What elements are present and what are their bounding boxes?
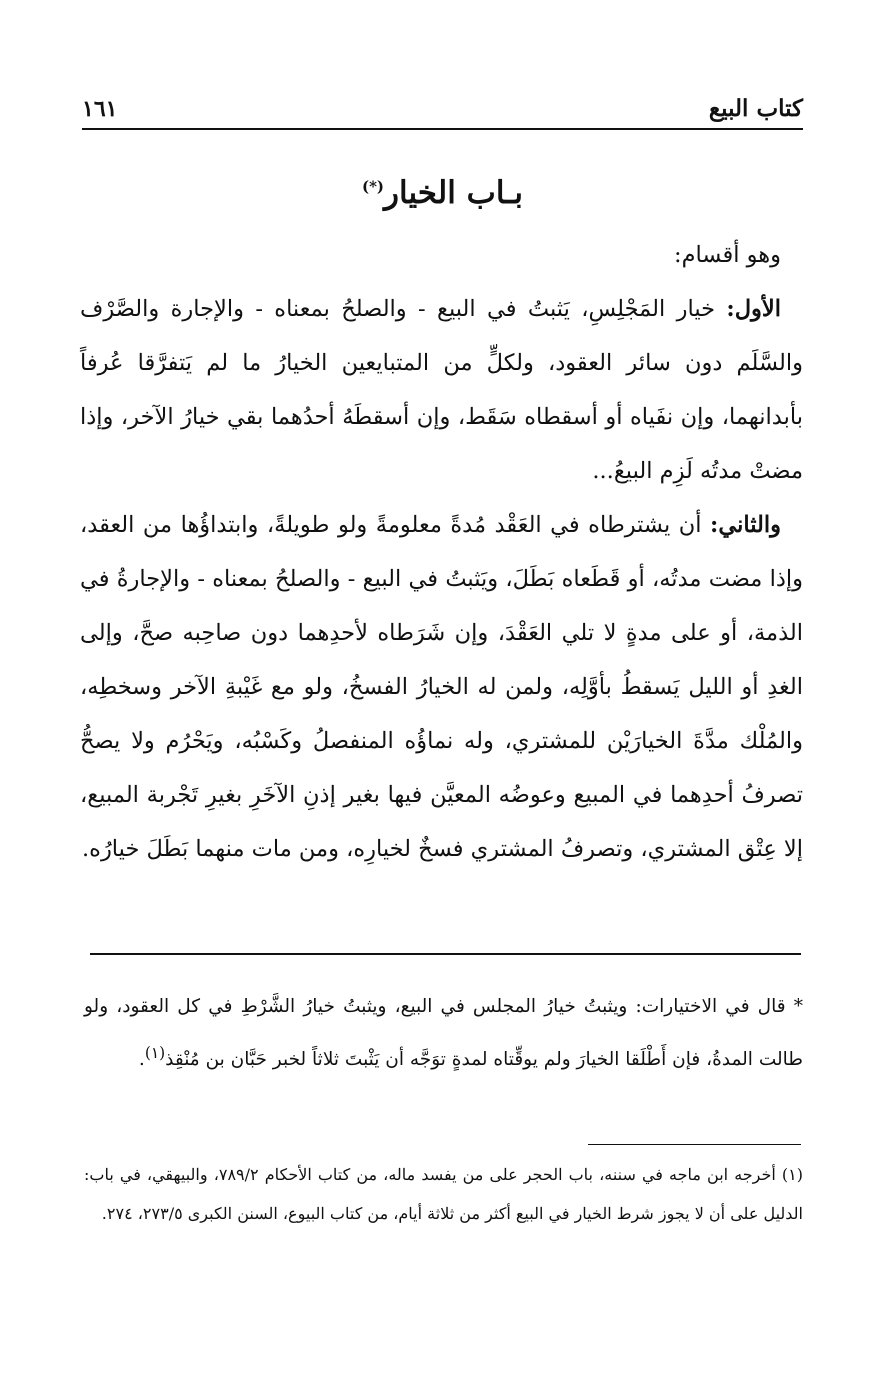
editor-note-marker: (١) (144, 1044, 166, 1062)
intro-line: وهو أقسام: (674, 242, 781, 268)
section-first-lead: الأول: (726, 296, 781, 322)
section-second-lead: والثاني: (710, 512, 781, 538)
note-separator (90, 953, 801, 955)
section-second (80, 498, 803, 876)
main-text (80, 228, 803, 876)
editor-note-text: * قال في الاختيارات: ويثبتُ خيارُ المجلس في البيع، ويثبتُ خيارُ الشَّرْطِ في كل العقود، ولو طالت المدةُ، فإن أَطْلَقا الخيارَ ولم يوقِّتاه لمدةٍ توَجَّه أن يَثْبتَ ثلاثاً لخبر حَبَّان بن مُنْقِذ (84, 996, 804, 1071)
editor-note-end: . (138, 1049, 145, 1071)
footnote (84, 1155, 803, 1233)
footnote-text: (١) أخرجه ابن ماجه في سننه، باب الحجر على من يفسد ماله، من كتاب الأحكام ٧٨٩/٢، والبيهقي، في باب: الدليل على أن لا يجوز شرط الخيار في البيع أكثر من ثلاثة أيام، من كتاب البيوع، السنن الكبرى ٢٧٣/٥، ٢٧٤. (84, 1165, 804, 1223)
section-first (80, 282, 803, 498)
page-number: ١٦١ (82, 96, 118, 122)
chapter-heading (0, 175, 885, 211)
editor-note (84, 983, 803, 1083)
chapter-note-marker: (*) (361, 177, 385, 196)
chapter-title: بـاب الخيار (384, 175, 524, 211)
editor-note-paragraph (84, 983, 803, 1083)
footnote-separator (588, 1144, 801, 1145)
running-header (82, 92, 803, 130)
section-second-text: أن يشترطاه في العَقْد مُدةً معلومةً ولو طويلةً، وابتداؤُها من العقد، وإذا مضت مدتُه، أو قَطَعاه بَطَلَ، ويَثبتُ في البيع - والصلحُ بمعناه - والإجارةُ في الذمة، أو على مدةٍ لا تلي العَقْدَ، وإن شَرَطاه لأحدِهما دون صاحِبه صحَّ، وإلى الغدِ أو الليل يَسقطُ بأوَّلِه، ولمن له الخيارُ الفسخُ، ولو مع غَيْبةِ الآخر وسخطِه، والمُلْك مدَّةَ الخيارَيْن للمشتري، وله نماؤُه المنفصلُ وكَسْبُه، ويَحْرُم ولا يصحُّ تصرفُ أحدِهما في المبيع وعوضُه المعيَّن فيها بغير إذنِ الآخَرِ بغيرِ تَجْربة المبيع، إلا عِتْق المشتري، وتصرفُ المشتري فسخٌ لخيارِه، ومن مات منهما بَطَلَ خيارُه. (80, 512, 803, 862)
section-first-text: خيار المَجْلِسِ، يَثبتُ في البيع - والصلحُ بمعناه - والإجارة والصَّرْف والسَّلَم دون سائر العقود، ولكلٍّ من المتبايعين الخيارُ ما لم يَتفرَّقا عُرفاً بأبدانهما، وإن نفَياه أو أسقطاه سَقَط، وإن أسقطَهُ أحدُهما بقي خيارُ الآخر، وإذا مضتْ مدتُه لَزِم البيعُ... (80, 296, 803, 484)
running-title: كتاب البيع (708, 95, 803, 122)
